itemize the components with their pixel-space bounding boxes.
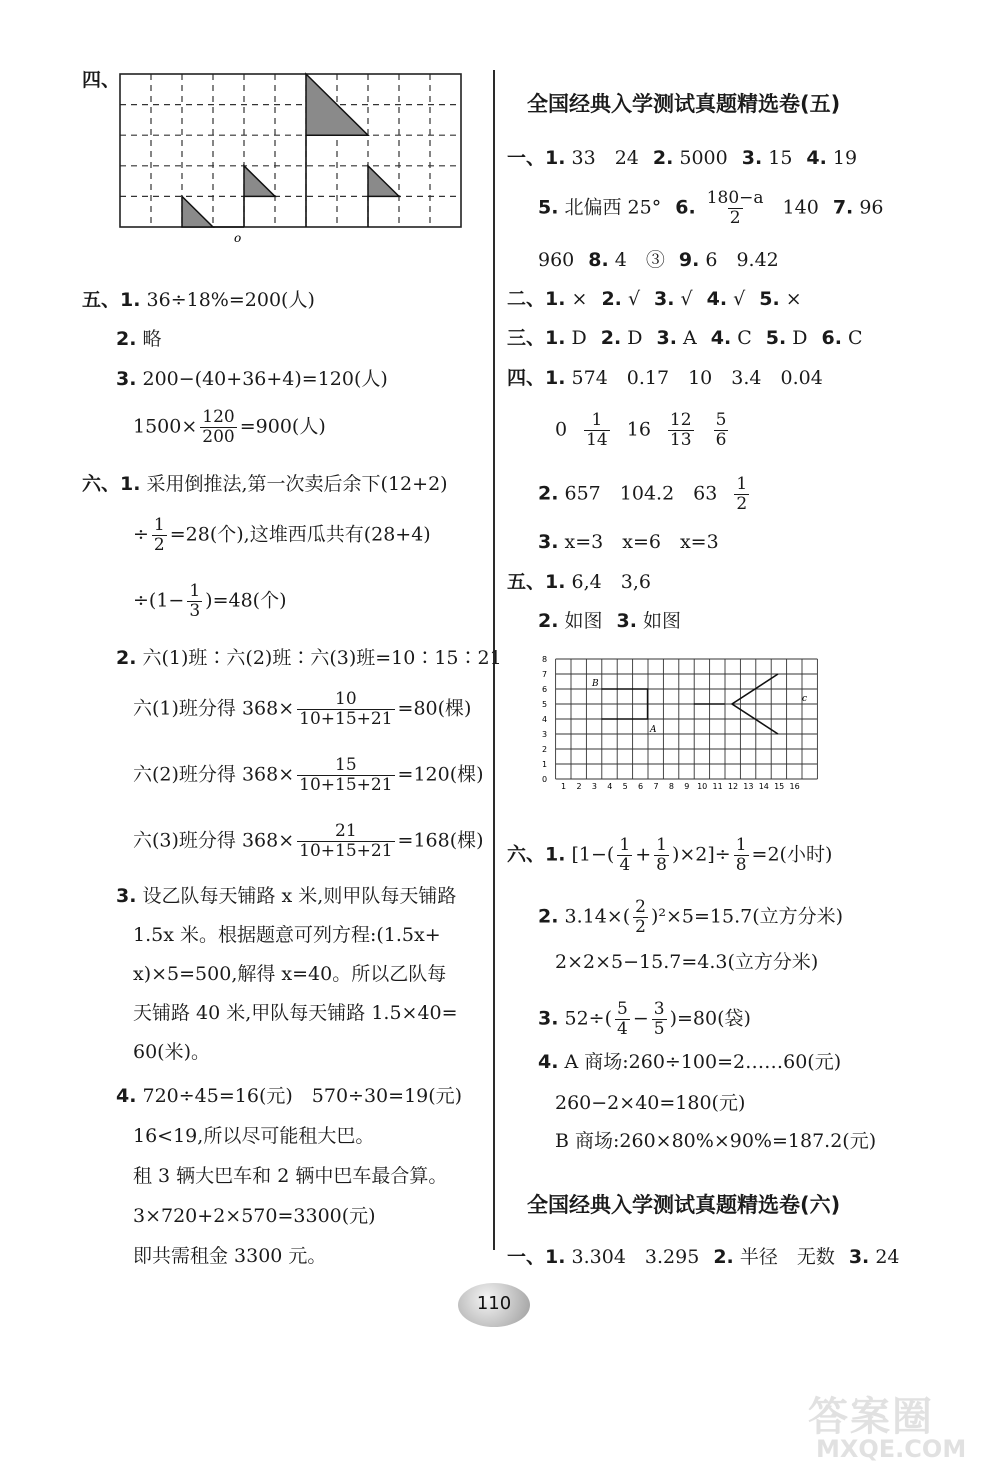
q-number: 8. (588, 249, 609, 271)
answer-text: A (682, 327, 697, 349)
r2-line (507, 287, 802, 311)
expr-text: + (635, 843, 652, 866)
q-number: 1. (545, 1246, 566, 1268)
fraction (152, 516, 167, 555)
expr-text: )=80(袋) (669, 1007, 751, 1030)
r4-line2 (555, 411, 731, 450)
fraction-numerator: 5 (715, 410, 727, 430)
x-tick-label: 14 (758, 782, 769, 791)
s6-q2-row2 (133, 756, 484, 795)
answer-text: √ (733, 288, 746, 310)
r6-q4-line1 (538, 1050, 841, 1074)
answer-text: D (792, 327, 808, 349)
answer-text: 5000 (679, 147, 728, 169)
r6-q2-line2: 2×2×5−15.7=4.3(立方分米) (555, 951, 819, 973)
fraction (668, 411, 694, 450)
fraction-numerator: 1 (735, 835, 747, 855)
fraction-numerator: 1 (189, 581, 201, 601)
answer-text: × (785, 288, 802, 310)
fraction-denominator: 13 (669, 430, 692, 450)
answer-text: × (571, 288, 588, 310)
fraction (734, 475, 749, 514)
x-tick-label: 12 (727, 782, 739, 791)
grid-dashed-lines (120, 74, 461, 227)
expr-text: 六(1)班分得 368× (133, 697, 295, 720)
s5-q3-line (116, 367, 388, 391)
expr-text: =80(棵) (397, 697, 472, 720)
q-number: 2. (652, 147, 674, 169)
r3-line (507, 326, 863, 350)
s6-q4-line5: 即共需租金 3300 元。 (133, 1245, 327, 1267)
triangle-small-middle (244, 166, 275, 197)
r4-line1 (507, 366, 823, 390)
s6-q3-line5: 60(米)。 (133, 1041, 211, 1063)
s5-q2-line (116, 327, 162, 351)
answer-text: 140 (782, 196, 819, 219)
expr-text: )×2]÷ (671, 843, 731, 866)
expr-text: =2(小时) (751, 843, 833, 866)
x-tick-label: 16 (789, 782, 800, 791)
expr-text: 3.14×( (564, 905, 631, 928)
fraction (187, 582, 202, 621)
s5-q3-line2 (133, 408, 326, 447)
fraction-denominator: 200 (202, 427, 235, 447)
expr-text: ÷(1− (133, 589, 185, 612)
q-number: 3. (116, 885, 137, 907)
q-number: 2. (538, 482, 559, 505)
section-label: 三、 (507, 327, 546, 349)
fraction (615, 1000, 630, 1039)
q-number: 1. (545, 367, 566, 389)
page-number: 110 (476, 1293, 512, 1314)
fraction-denominator: 2 (729, 208, 741, 228)
x-tick-label: 7 (653, 782, 659, 791)
fraction (297, 690, 394, 729)
answer-text: 北偏西 25° (564, 196, 662, 219)
q-number: 3. (538, 1007, 559, 1030)
coordinate-grid-lines (556, 659, 818, 779)
fraction-denominator: 5 (653, 1019, 665, 1039)
r6-q4-line2: 260−2×40=180(元) (555, 1092, 746, 1114)
y-tick-label: 7 (542, 670, 548, 679)
fraction-denominator: 2 (736, 494, 748, 514)
section-label: 六、 (507, 843, 546, 866)
expr-text: 六(2)班分得 368× (133, 763, 295, 786)
coordinate-grid-figure (530, 650, 830, 802)
fraction-denominator: 4 (617, 1019, 628, 1039)
answer-text: x=3 x=6 x=3 (564, 531, 719, 553)
y-tick-label: 5 (542, 700, 548, 709)
expr-text: ÷ (133, 523, 149, 546)
section-6-label: 六、 (82, 473, 121, 495)
s6-q4-line4: 3×720+2×570=3300(元) (133, 1205, 376, 1227)
answer-text: 19 (832, 147, 858, 169)
y-tick-label: 6 (542, 685, 548, 694)
answer-text: √ (680, 288, 693, 310)
fraction (633, 898, 648, 937)
q-number: 3. (538, 531, 559, 553)
answer-text: 0 (555, 418, 568, 441)
fraction-denominator: 3 (189, 601, 201, 621)
fraction-numerator: 10 (335, 689, 357, 709)
fraction-numerator: 1 (656, 835, 667, 855)
q-number: 3. (654, 288, 675, 310)
answer-text: 如图 (643, 610, 682, 632)
expr-text: )=48(个) (205, 589, 287, 612)
x-tick-label: 2 (576, 782, 582, 791)
watermark-logo (808, 1385, 988, 1465)
expr-text: − (632, 1007, 649, 1030)
y-tick-label: 8 (542, 655, 548, 664)
q-number: 5. (538, 196, 559, 219)
s6-q3-line3: x)×5=500,解得 x=40。所以乙队每 (133, 963, 447, 985)
s6-q2-row3 (133, 822, 484, 861)
r5-line1 (507, 570, 651, 594)
s5-q1-line (82, 288, 315, 312)
fraction (200, 408, 236, 447)
fraction-denominator: 4 (619, 855, 631, 875)
triangle-large (306, 74, 368, 135)
s6-q1-line1 (82, 472, 448, 496)
x-tick-label: 11 (712, 782, 723, 791)
r6-q2-line1 (538, 898, 843, 937)
s6-q3-line4: 天铺路 40 米,甲队每天铺路 1.5×40= (133, 1002, 458, 1024)
section-label: 二、 (507, 288, 546, 310)
answer-text: 4 ③ (614, 249, 665, 271)
fraction (705, 189, 766, 228)
r6-q4-line3: B 商场:260×80%×90%=187.2(元) (555, 1130, 877, 1152)
fraction-denominator: 10+15+21 (299, 841, 393, 861)
q-number: 3. (741, 147, 763, 169)
fraction-numerator: 1 (591, 410, 603, 430)
q-number: 3. (616, 610, 637, 632)
answer-text: 36÷18%=200(人) (146, 289, 315, 311)
y-tick-label: 4 (542, 715, 548, 724)
answer-text: 设乙队每天铺路 x 米,则甲队每天铺路 (142, 885, 457, 907)
r1-line1 (507, 146, 857, 170)
expr-text: =168(棵) (397, 829, 484, 852)
q-number: 4. (710, 327, 732, 349)
answer-text: D (627, 327, 643, 349)
r1-line2 (538, 189, 884, 228)
expr-text: )²×5=15.7(立方分米) (650, 905, 844, 928)
fraction-numerator: 12 (669, 410, 692, 430)
fraction (297, 756, 394, 795)
q-number: 4. (706, 288, 728, 310)
fraction-denominator: 2 (635, 917, 646, 937)
x-tick-label: 10 (697, 782, 708, 791)
section-4-label: 四、 (82, 69, 121, 91)
answer-text: 如图 (564, 610, 603, 632)
fraction-denominator: 2 (153, 535, 165, 555)
section-label: 一、 (507, 1246, 546, 1268)
expr-text: =900(人) (239, 415, 326, 438)
answer-text: 3.304 3.295 (571, 1246, 700, 1268)
r6-q1-line (507, 836, 832, 875)
x-tick-label: 5 (622, 782, 628, 791)
y-tick-label: 0 (542, 775, 548, 784)
expr-text: =120(棵) (397, 763, 484, 786)
r4-line4 (538, 530, 719, 554)
s6-q1-line2 (133, 516, 431, 555)
r6-q3-line (538, 1000, 751, 1039)
label-b: B (592, 679, 599, 689)
section-label: 四、 (507, 367, 546, 389)
fraction (584, 411, 610, 450)
answer-text: 6,4 3,6 (571, 571, 651, 593)
fraction-numerator: 120 (202, 407, 235, 427)
fraction (734, 836, 749, 875)
label-a: A (650, 725, 657, 735)
triangle-small-right (368, 166, 399, 197)
x-tick-label: 4 (607, 782, 613, 791)
q-number: 1. (545, 571, 566, 593)
section-label: 五、 (507, 571, 546, 593)
fraction-numerator: 3 (653, 999, 665, 1019)
y-tick-label: 1 (542, 760, 548, 769)
x-tick-label: 9 (684, 782, 690, 791)
q-number: 2. (116, 647, 137, 669)
section-5-label: 五、 (82, 289, 121, 311)
answer-text: 720÷45=16(元) 570÷30=19(元) (142, 1085, 463, 1107)
q-number: 1. (545, 843, 566, 866)
s6-q2-line1 (116, 646, 502, 670)
q-number: 4. (116, 1085, 137, 1107)
watermark-text: 答案圈 (808, 1394, 934, 1440)
fraction-numerator: 5 (617, 999, 628, 1019)
fraction-numerator: 21 (335, 821, 357, 841)
q-number: 1. (120, 289, 141, 311)
label-c: c (802, 694, 808, 704)
fraction-denominator: 10+15+21 (299, 709, 393, 729)
q-number: 5. (759, 288, 780, 310)
exam-title-5: 全国经典入学测试真题精选卷(五) (527, 92, 841, 116)
fraction (652, 1000, 667, 1039)
s6-q2-row1 (133, 690, 471, 729)
s6-q4-line1 (116, 1084, 462, 1108)
answer-text: 采用倒推法,第一次卖后余下(12+2) (146, 473, 448, 495)
q-number: 6. (675, 196, 696, 219)
q-number: 2. (538, 610, 559, 632)
fraction-numerator: 1 (619, 835, 631, 855)
q-number: 4. (806, 147, 827, 169)
answer-text: 6 9.42 (705, 249, 779, 271)
q-number: 5. (765, 327, 787, 349)
watermark-url: MXQE.COM (816, 1435, 967, 1463)
q-number: 2. (713, 1246, 734, 1268)
x-tick-label: 8 (668, 782, 674, 791)
x-tick-label: 13 (743, 782, 754, 791)
triangle-original (182, 196, 213, 227)
y-tick-label: 2 (542, 745, 548, 754)
section-label: 一、 (507, 147, 546, 169)
answer-text: 33 24 (571, 147, 639, 169)
q-number: 6. (821, 327, 842, 349)
exam-title-6: 全国经典入学测试真题精选卷(六) (527, 1193, 841, 1217)
q-number: 1. (545, 147, 566, 169)
fraction (617, 836, 632, 875)
grid-border (120, 74, 461, 227)
q-number: 4. (538, 1051, 559, 1073)
answer-text: 96 (859, 196, 884, 219)
rotation-grid-figure (110, 68, 470, 260)
fraction-numerator: 1 (736, 474, 748, 494)
answer-text: 657 104.2 63 (564, 482, 718, 505)
fraction (654, 836, 669, 875)
q-number: 1. (120, 473, 141, 495)
answer-text: √ (627, 288, 641, 310)
expr-text: =28(个),这堆西瓜共有(28+4) (169, 523, 431, 546)
answer-text: 16 (626, 418, 651, 441)
answer-text: 半径 无数 (739, 1246, 835, 1268)
fraction-denominator: 8 (656, 855, 667, 875)
fraction-numerator: 180−a (706, 188, 764, 208)
expr-text: [1−( (571, 843, 615, 866)
construction-lines (213, 135, 368, 227)
origin-point-o: o (234, 231, 242, 245)
s6-q1-line3 (133, 582, 287, 621)
r1-line3 (538, 248, 779, 272)
q-number: 3. (656, 327, 677, 349)
answer-text: 六(1)班∶六(2)班∶六(3)班=10∶15∶21 (142, 647, 502, 669)
q-number: 7. (832, 196, 854, 219)
fraction-numerator: 1 (153, 515, 165, 535)
expr-text: 六(3)班分得 368× (133, 829, 295, 852)
answer-text: A 商场:260÷100=2……60(元) (564, 1051, 842, 1073)
r7-line (507, 1245, 900, 1269)
s6-q4-line3: 租 3 辆大巴车和 2 辆中巴车最合算。 (133, 1165, 448, 1187)
s6-q3-line1 (116, 884, 456, 908)
expr-text: 52÷( (564, 1007, 613, 1030)
fraction (297, 822, 394, 861)
answer-text: D (571, 327, 587, 349)
x-tick-label: 15 (774, 782, 785, 791)
fraction-denominator: 8 (735, 855, 747, 875)
x-tick-label: 1 (561, 782, 567, 791)
x-tick-label: 3 (591, 782, 597, 791)
s6-q4-line2: 16<19,所以尽可能租大巴。 (133, 1125, 375, 1147)
s6-q3-line2: 1.5x 米。根据题意可列方程:(1.5x+ (133, 924, 441, 946)
x-tick-labels (561, 782, 800, 791)
q-number: 3. (848, 1246, 870, 1268)
page-number-badge (458, 1283, 530, 1327)
r4-line3 (538, 475, 752, 514)
fraction-denominator: 6 (715, 430, 727, 450)
answer-text: 960 (538, 249, 575, 271)
q-number: 2. (600, 327, 622, 349)
expr-text: 1500× (133, 415, 198, 438)
fraction-numerator: 2 (635, 897, 646, 917)
answer-text: 24 (875, 1246, 900, 1268)
answer-text: C (848, 327, 863, 349)
y-tick-labels (542, 655, 547, 784)
q-number: 2. (538, 905, 559, 928)
answer-text: 574 0.17 10 3.4 0.04 (571, 367, 823, 389)
fraction (714, 411, 729, 450)
x-tick-label: 6 (638, 782, 644, 791)
y-tick-label: 3 (542, 730, 548, 739)
answer-text: 略 (142, 328, 162, 350)
q-number: 2. (601, 288, 622, 310)
answer-text: 200−(40+36+4)=120(人) (142, 368, 388, 390)
q-number: 2. (116, 328, 137, 350)
q-number: 1. (545, 327, 566, 349)
fraction-denominator: 14 (586, 430, 608, 450)
q-number: 9. (678, 249, 700, 271)
fraction-numerator: 15 (335, 755, 357, 775)
r5-line2 (538, 609, 681, 633)
q-number: 3. (116, 368, 137, 390)
fraction-denominator: 10+15+21 (299, 775, 393, 795)
answer-text: C (737, 327, 752, 349)
answer-text: 15 (768, 147, 793, 169)
q-number: 1. (545, 288, 566, 310)
